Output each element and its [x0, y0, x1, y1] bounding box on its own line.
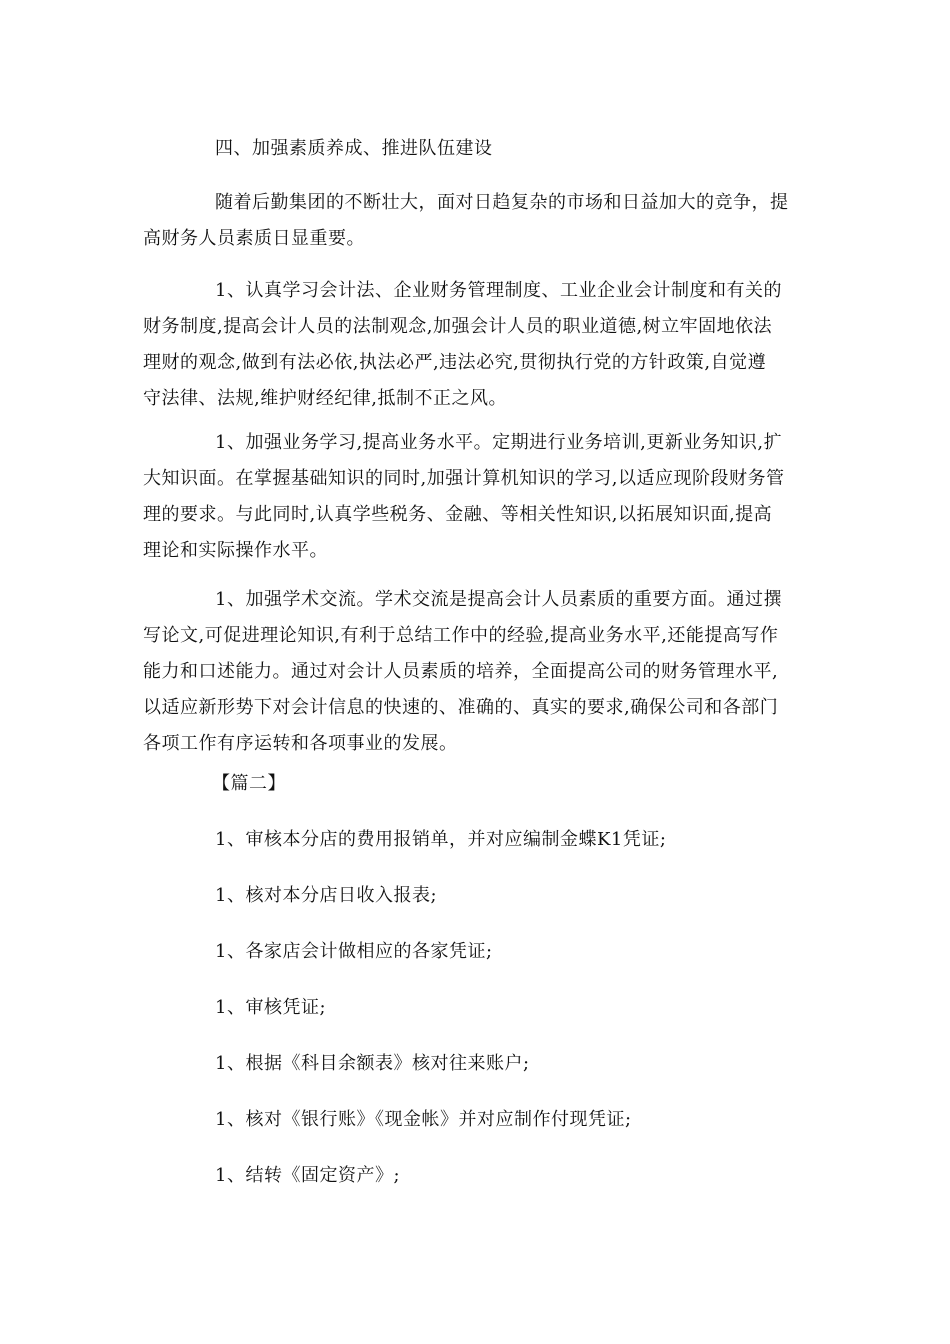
- text-line: 理财的观念,做到有法必依,执法必严,违法必究,贯彻执行党的方针政策,自觉遵: [143, 352, 767, 373]
- text-line: 财务制度,提高会计人员的法制观念,加强会计人员的职业道德,树立牢固地依法: [143, 316, 773, 337]
- text-line: 高财务人员素质日显重要。: [143, 228, 365, 249]
- paragraph-business-study: [143, 425, 811, 569]
- paragraph-academic-exchange: [143, 582, 811, 762]
- text-line: 1、认真学习会计法、企业财务管理制度、工业企业会计制度和有关的: [215, 280, 782, 301]
- text-line: 理的要求。与此同时,认真学些税务、金融、等相关性知识,以拓展知识面,提高: [143, 504, 773, 525]
- part-two-title: 【篇二】: [212, 773, 286, 794]
- list-item: 1、结转《固定资产》;: [215, 1165, 401, 1186]
- intro-paragraph: [143, 185, 811, 257]
- text-line: 理论和实际操作水平。: [143, 540, 328, 561]
- text-line: 随着后勤集团的不断壮大，面对日趋复杂的市场和日益加大的竞争，提: [215, 192, 789, 213]
- text-line: 大知识面。在掌握基础知识的同时,加强计算机知识的学习,以适应现阶段财务管: [143, 468, 785, 489]
- list-item: 1、审核本分店的费用报销单，并对应编制金蝶K1凭证;: [215, 829, 667, 850]
- section-heading: 四、加强素质养成、推进队伍建设: [215, 138, 493, 159]
- list-item: 1、核对本分店日收入报表;: [215, 885, 438, 906]
- paragraph-law-study: [143, 273, 811, 417]
- list-item: 1、审核凭证;: [215, 997, 327, 1018]
- text-line: 写论文,可促进理论知识,有利于总结工作中的经验,提高业务水平,还能提高写作: [143, 625, 779, 646]
- text-line: 各项工作有序运转和各项事业的发展。: [143, 733, 458, 754]
- text-line: 能力和口述能力。通过对会计人员素质的培养，全面提高公司的财务管理水平,: [143, 661, 779, 682]
- text-line: 以适应新形势下对会计信息的快速的、准确的、真实的要求,确保公司和各部门: [143, 697, 779, 718]
- list-item: 1、根据《科目余额表》核对往来账户;: [215, 1053, 530, 1074]
- list-item: 1、各家店会计做相应的各家凭证;: [215, 941, 493, 962]
- text-line: 守法律、法规,维护财经纪律,抵制不正之风。: [143, 388, 507, 409]
- text-line: 1、加强业务学习,提高业务水平。定期进行业务培训,更新业务知识,扩: [215, 432, 783, 453]
- list-item: 1、核对《银行账》《现金帐》并对应制作付现凭证;: [215, 1109, 632, 1130]
- text-line: 1、加强学术交流。学术交流是提高会计人员素质的重要方面。通过撰: [215, 589, 782, 610]
